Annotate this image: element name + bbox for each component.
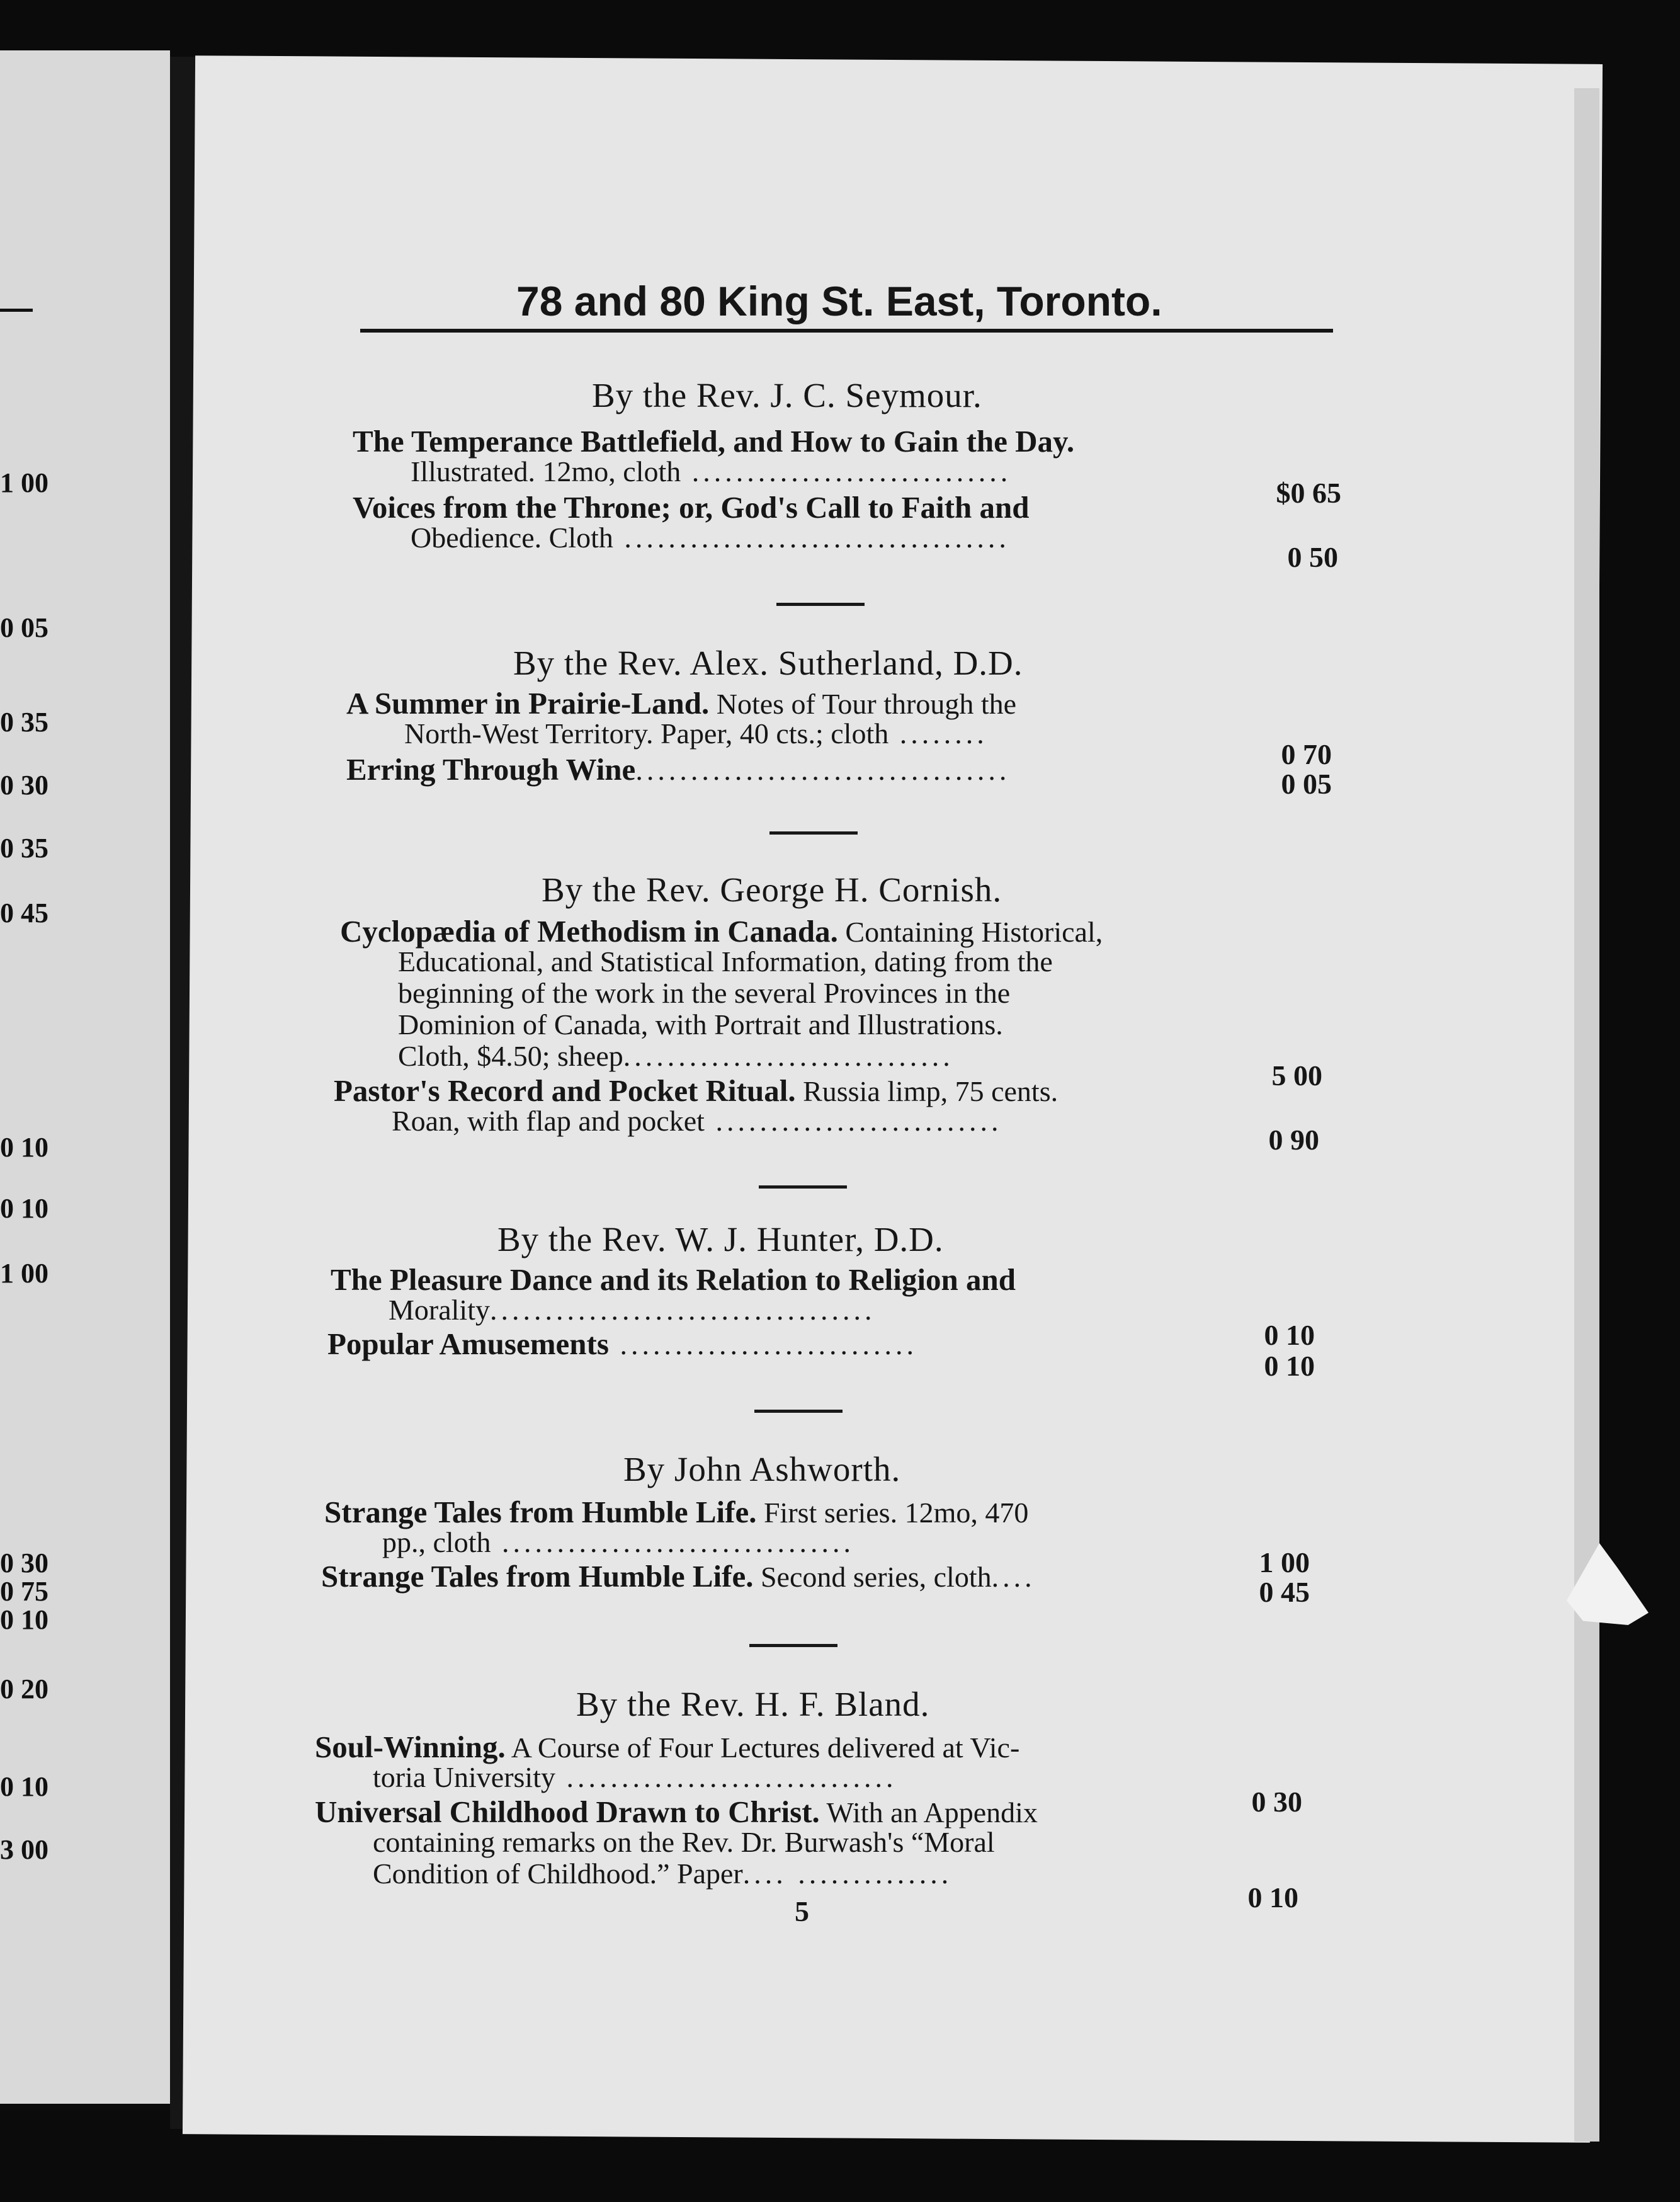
left-page-price: 0 35 — [0, 707, 48, 738]
entry-continuation: Roan, with flap and pocket — [392, 1105, 705, 1137]
entry-continuation: containing remarks on the Rev. Dr. Burwash's “Moral — [373, 1826, 995, 1858]
entry-continuation: Obedience. Cloth — [411, 522, 613, 554]
left-page-price: 0 30 — [0, 1548, 48, 1578]
dot-leaders: .................................. — [635, 754, 1011, 786]
page-edge — [1574, 88, 1599, 2142]
catalogue-entry — [346, 751, 1240, 787]
entry-price: 0 70 — [1281, 738, 1332, 770]
dot-leaders: .... .............. — [742, 1857, 953, 1890]
entry-price: 0 10 — [1264, 1319, 1315, 1351]
entry-continuation: Condition of Childhood.” Paper — [373, 1857, 743, 1890]
section-heading: By the Rev. J. C. Seymour. — [592, 376, 982, 414]
dot-leaders: ........................... — [608, 1328, 917, 1361]
left-page-price: 0 10 — [0, 1771, 48, 1802]
entry-title: Erring Through Wine — [346, 752, 636, 787]
section-separator — [754, 1410, 843, 1413]
entry-continuation: Cloth, $4.50; sheep — [398, 1040, 623, 1072]
entry-continuation: beginning of the work in the several Provinces in the — [398, 977, 1011, 1009]
catalogue-entry — [321, 1558, 1228, 1594]
catalogue-entry — [334, 1073, 1240, 1136]
running-head-rule — [360, 329, 1333, 333]
entry-continuation: North-West Territory. Paper, 40 cts.; cloth — [404, 717, 889, 750]
entry-continuation: Educational, and Statistical Information, dating from the — [398, 945, 1053, 978]
catalogue-entry — [346, 685, 1240, 748]
left-page-price: 0 30 — [0, 770, 48, 801]
entry-continuation: Illustrated. 12mo, cloth — [411, 455, 681, 488]
left-page-price: 0 20 — [0, 1674, 48, 1704]
entry-title: Soul-Winning. — [315, 1730, 506, 1764]
entry-description: Containing Historical, — [845, 916, 1103, 948]
entry-description: A Course of Four Lectures delivered at Vic- — [511, 1731, 1020, 1764]
left-page-rule — [0, 309, 33, 312]
entry-price: $0 65 — [1276, 477, 1341, 509]
entry-price: 0 10 — [1264, 1350, 1315, 1382]
catalogue-entry — [315, 1794, 1222, 1888]
entry-title: Cyclopædia of Methodism in Canada. — [340, 914, 838, 949]
entry-title: The Pleasure Dance and its Relation to Religion and — [331, 1262, 1016, 1297]
entry-title: Popular Amusements — [327, 1326, 609, 1361]
dot-leaders: .............................. — [555, 1761, 897, 1793]
section-heading: By the Rev. W. J. Hunter, D.D. — [497, 1220, 944, 1258]
page-number: 5 — [795, 1895, 809, 1927]
entry-title: The Temperance Battlefield, and How to Gain the Day. — [353, 424, 1075, 459]
entry-title: Voices from the Throne; or, God's Call to Faith and — [353, 490, 1030, 525]
left-page-price: 1 00 — [0, 1258, 48, 1289]
left-page-price: 0 35 — [0, 833, 48, 864]
left-page-price: 3 00 — [0, 1834, 48, 1865]
left-page-price: 0 75 — [0, 1576, 48, 1607]
entry-title: Universal Childhood Drawn to Christ. — [315, 1794, 820, 1829]
running-head: 78 and 80 King St. East, Toronto. — [516, 278, 1162, 324]
section-separator — [759, 1185, 847, 1189]
entry-description: Second series, cloth — [760, 1561, 992, 1593]
dot-leaders: ................................... — [489, 1294, 876, 1326]
left-page-price: 1 00 — [0, 467, 48, 498]
entry-price: 1 00 — [1259, 1546, 1310, 1578]
entry-continuation: Morality — [389, 1294, 490, 1326]
catalogue-entry — [324, 1494, 1231, 1557]
section-heading: By the Rev. H. F. Bland. — [576, 1685, 930, 1723]
entry-price: 0 45 — [1259, 1576, 1310, 1608]
section-heading: By the Rev. George H. Cornish. — [542, 870, 1002, 909]
left-page-price: 0 05 — [0, 612, 48, 643]
entry-price: 0 50 — [1287, 541, 1338, 573]
entry-price: 5 00 — [1271, 1059, 1322, 1092]
catalogue-entry — [340, 913, 1240, 1071]
dot-leaders: ............................. — [681, 455, 1012, 488]
catalogue-entry — [353, 423, 1247, 486]
dot-leaders: ................................... — [613, 522, 1010, 554]
entry-title: A Summer in Prairie-Land. — [346, 686, 710, 721]
entry-continuation: Dominion of Canada, with Portrait and Illustrations. — [398, 1008, 1003, 1041]
entry-description: Notes of Tour through the — [716, 688, 1017, 720]
section-heading: By the Rev. Alex. Sutherland, D.D. — [513, 644, 1023, 682]
entry-description: With an Appendix — [826, 1796, 1038, 1828]
dot-leaders: .......................... — [704, 1105, 1002, 1137]
entry-title: Strange Tales from Humble Life. — [324, 1495, 757, 1529]
section-separator — [749, 1644, 837, 1647]
left-page-price: 0 10 — [0, 1193, 48, 1224]
entry-price: 0 90 — [1268, 1124, 1319, 1156]
entry-price: 0 10 — [1247, 1881, 1298, 1914]
left-page-price: 0 10 — [0, 1132, 48, 1163]
dot-leaders: .............................. — [623, 1040, 954, 1072]
section-heading: By John Ashworth. — [623, 1450, 901, 1488]
entry-price: 0 05 — [1281, 768, 1332, 800]
entry-price: 0 30 — [1251, 1786, 1302, 1818]
left-page-price: 0 45 — [0, 898, 48, 928]
dot-leaders: ........ — [888, 717, 988, 750]
catalogue-entry — [315, 1729, 1222, 1792]
dot-leaders: ................................ — [491, 1526, 854, 1558]
entry-title: Strange Tales from Humble Life. — [321, 1559, 754, 1594]
catalogue-entry — [331, 1262, 1237, 1325]
section-separator — [776, 603, 865, 606]
dot-leaders: .... — [991, 1561, 1036, 1593]
entry-description: Russia limp, 75 cents. — [803, 1075, 1059, 1107]
entry-continuation: toria University — [373, 1761, 555, 1793]
catalogue-entry — [353, 489, 1247, 552]
catalogue-entry — [327, 1326, 1234, 1361]
left-page-price: 0 10 — [0, 1604, 48, 1635]
entry-title: Pastor's Record and Pocket Ritual. — [334, 1073, 796, 1108]
section-separator — [769, 831, 858, 835]
entry-description: First series. 12mo, 470 — [763, 1497, 1029, 1529]
entry-continuation: pp., cloth — [382, 1526, 491, 1558]
